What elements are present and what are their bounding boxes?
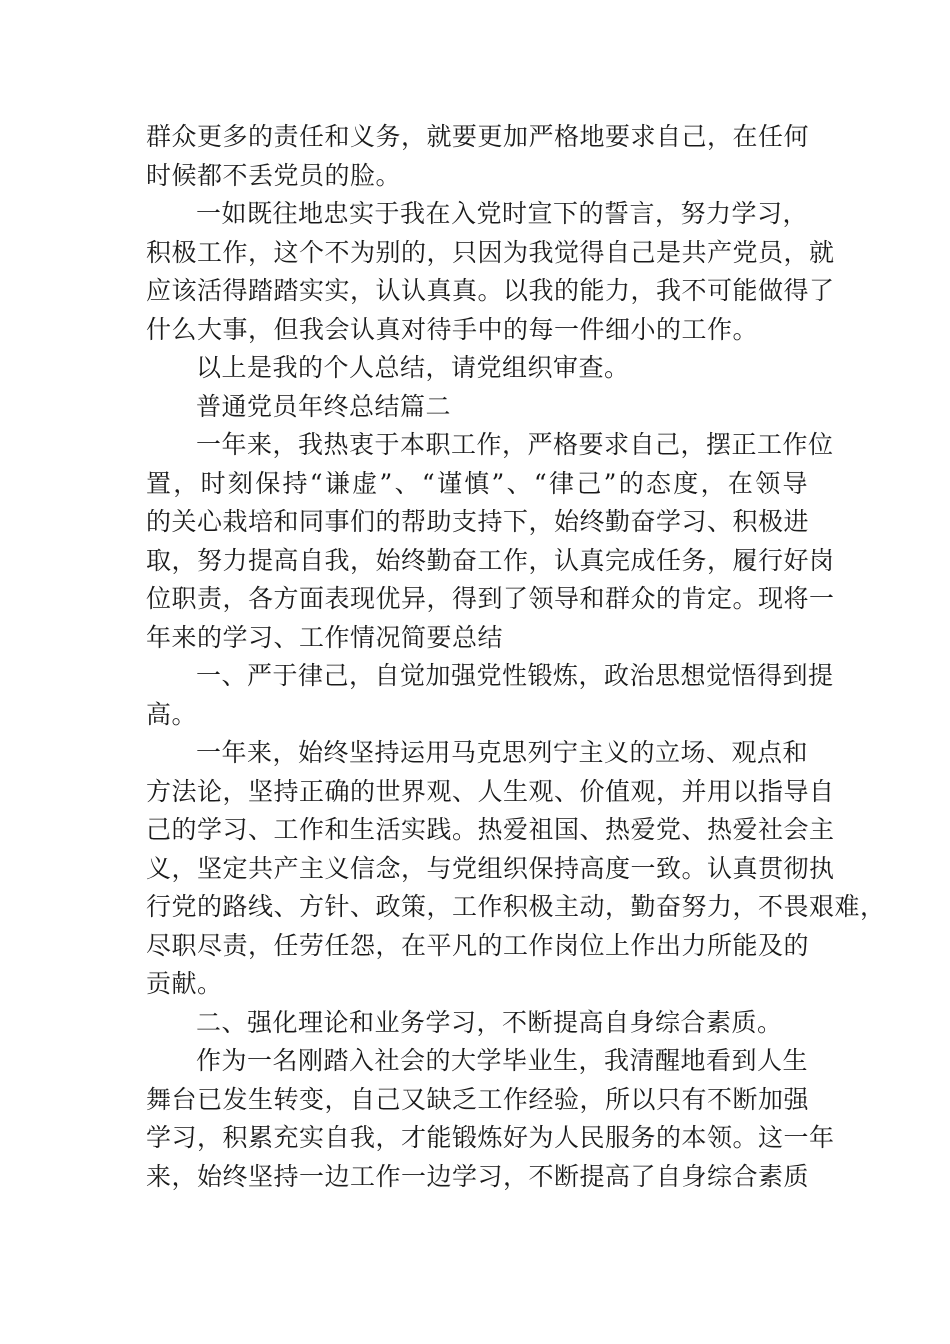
text-line: 一年来，始终坚持运用马克思列宁主义的立场、观点和 (196, 738, 809, 767)
text-line: 普通党员年终总结篇二 (196, 391, 452, 421)
text-line: 作为一名刚踏入社会的大学毕业生，我清醒地看到人生 (196, 1046, 809, 1075)
text-line: 位职责，各方面表现优异，得到了领导和群众的肯定。现将一 (146, 584, 835, 613)
text-line: 一、严于律己，自觉加强党性锻炼，政治思想觉悟得到提 (196, 661, 834, 690)
text-line: 来，始终坚持一边工作一边学习，不断提高了自身综合素质 (146, 1161, 810, 1191)
document-body (146, 118, 886, 1196)
text-line: 己的学习、工作和生活实践。热爱祖国、热爱党、热爱社会主 (146, 815, 835, 844)
text-line: 一年来，我热衷于本职工作，严格要求自己，摆正工作位 (196, 430, 834, 459)
text-line: 尽职尽责，任劳任怨，在平凡的工作岗位上作出力所能及的 (146, 930, 810, 960)
text-line: 什么大事，但我会认真对待手中的每一件细小的工作。 (146, 314, 759, 344)
text-line: 群众更多的责任和义务，就要更加严格地要求自己，在任何 (146, 122, 810, 151)
text-line: 应该活得踏踏实实，认认真真。以我的能力，我不可能做得了 (146, 276, 835, 305)
text-line: 时候都不丢党员的脸。 (146, 160, 402, 190)
text-line: 舞台已发生转变，自己又缺乏工作经验，所以只有不断加强 (146, 1084, 810, 1114)
text-line: 义，坚定共产主义信念，与党组织保持高度一致。认真贯彻执 (146, 853, 835, 883)
text-line: 二、强化理论和业务学习，不断提高自身综合素质。 (196, 1007, 783, 1037)
text-line: 置，时刻保持“谦虚”、“谨慎”、“律己”的态度，在领导 (146, 468, 808, 498)
text-line: 以上是我的个人总结，请党组织审查。 (196, 353, 630, 382)
text-line: 年来的学习、工作情况简要总结 (146, 622, 504, 652)
text-line: 贡献。 (146, 969, 223, 998)
text-line: 高。 (146, 699, 198, 729)
text-line: 学习，积累充实自我，才能锻炼好为人民服务的本领。这一年 (146, 1123, 835, 1152)
text-line: 取，努力提高自我，始终勤奋工作，认真完成任务，履行好岗 (146, 545, 835, 575)
text-line: 行党的路线、方针、政策，工作积极主动，勤奋努力，不畏艰难， (146, 892, 886, 921)
text-line: 方法论，坚持正确的世界观、人生观、价值观，并用以指导自 (146, 776, 835, 806)
text-line: 的关心栽培和同事们的帮助支持下，始终勤奋学习、积极进 (146, 507, 810, 536)
text-line: 一如既往地忠实于我在入党时宣下的誓言，努力学习， (196, 199, 809, 228)
text-line: 积极工作，这个不为别的，只因为我觉得自己是共产党员，就 (146, 237, 835, 267)
